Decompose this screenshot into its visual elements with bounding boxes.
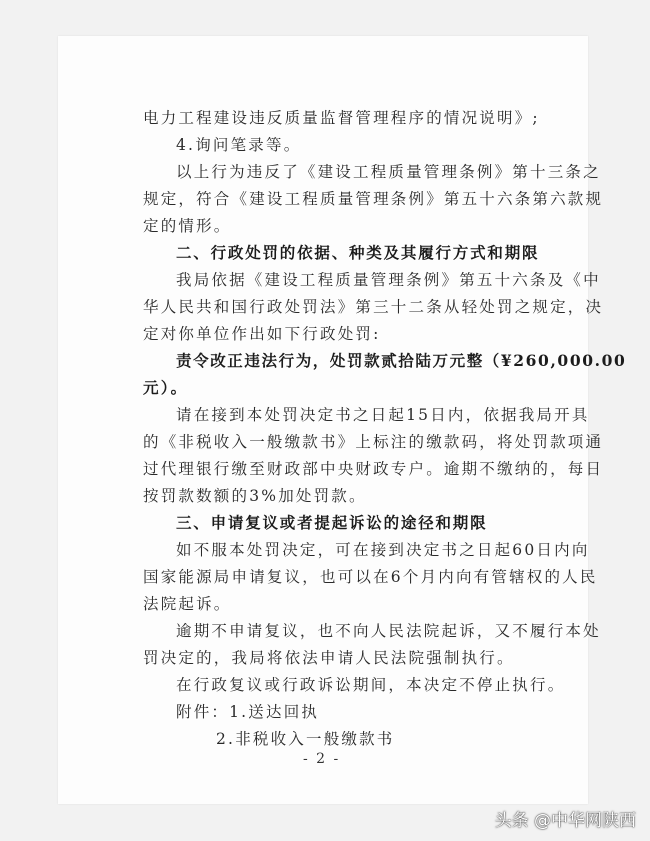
text-line: 过代理银行缴至财政部中央财政专户。逾期不缴纳的，每日 [143, 460, 604, 478]
watermark: 头条 @中华网陕西 [494, 811, 636, 831]
text-line: 请在接到本处罚决定书之日起15日内，依据我局开具 [176, 406, 590, 424]
attachment-line: 2.非税收入一般缴款书 [216, 730, 395, 748]
text-line: 罚决定的，我局将依法申请人民法院强制执行。 [143, 649, 515, 667]
text-line: 我局依据《建设工程质量管理条例》第五十六条及《中 [176, 271, 601, 289]
text-line: 的《非税收入一般缴款书》上标注的缴款码，将处罚款项通 [143, 433, 604, 451]
penalty-line: 元）。 [143, 378, 189, 397]
text-line: 在行政复议或行政诉讼期间，本决定不停止执行。 [176, 676, 566, 694]
text-line: 以上行为违反了《建设工程质量管理条例》第十三条之 [176, 163, 601, 181]
text-line: 按罚款数额的3%加处罚款。 [143, 487, 367, 505]
text-line: 电力工程建设违反质量监督管理程序的情况说明》; [143, 109, 540, 127]
text-line: 4.询问笔录等。 [176, 136, 302, 154]
text-line: 华人民共和国行政处罚法》第三十二条从轻处罚之规定，决 [143, 298, 604, 316]
text-line: 定对你单位作出如下行政处罚: [143, 325, 381, 343]
text-line: 法院起诉。 [143, 595, 232, 613]
text-line: 定的情形。 [143, 217, 232, 235]
penalty-line: 责令改正违法行为，处罚款贰拾陆万元整（¥260,000.00 [176, 351, 627, 370]
text-line: 规定，符合《建设工程质量管理条例》第五十六条第六款规 [143, 190, 604, 208]
text-line: 逾期不申请复议，也不向人民法院起诉，又不履行本处 [176, 622, 601, 640]
attachment-line: 附件：1.送达回执 [176, 703, 320, 721]
section-heading: 二、行政处罚的依据、种类及其履行方式和期限 [176, 244, 540, 262]
page-number: - 2 - [303, 751, 341, 767]
text-line: 如不服本处罚决定，可在接到决定书之日起60日内向 [176, 541, 590, 559]
section-heading: 三、申请复议或者提起诉讼的途径和期限 [176, 514, 488, 532]
document-page [58, 36, 627, 804]
text-line: 国家能源局申请复议，也可以在6个月内向有管辖权的人民 [143, 568, 598, 586]
